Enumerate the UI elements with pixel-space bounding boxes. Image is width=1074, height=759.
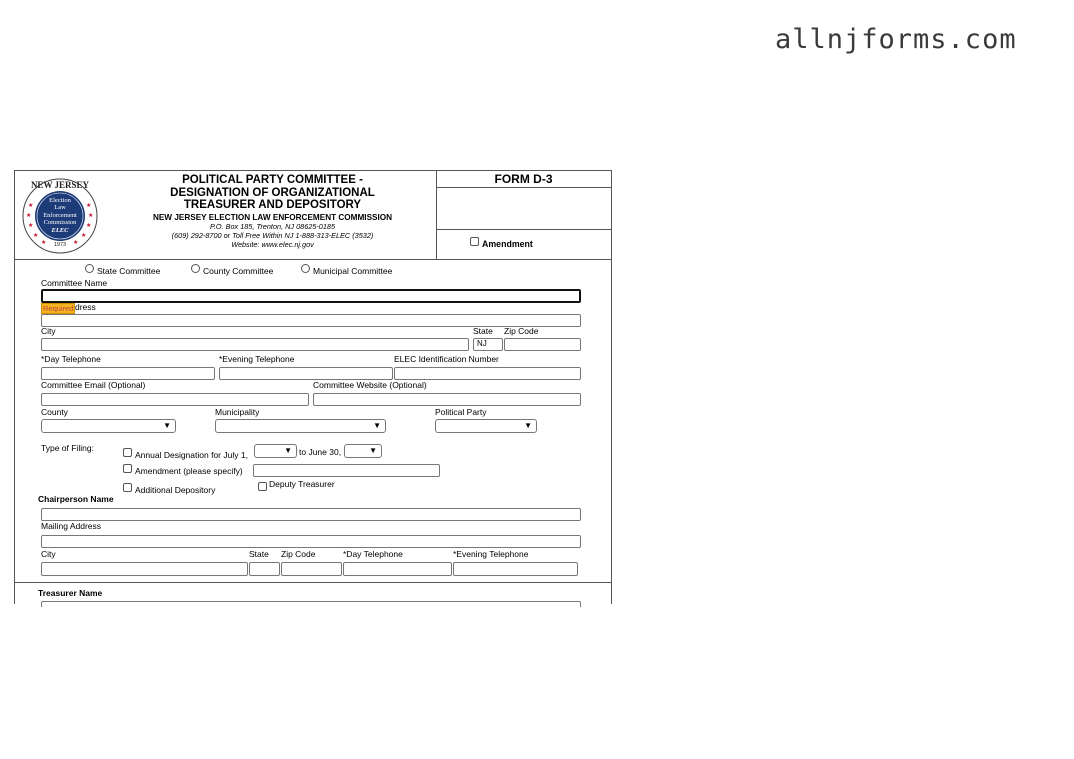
svg-text:★: ★	[28, 222, 34, 229]
svg-text:★: ★	[81, 232, 87, 239]
svg-text:★: ★	[86, 202, 92, 209]
chairperson-name-label: Chairperson Name	[38, 494, 114, 504]
treasurer-section-line	[15, 582, 611, 583]
chevron-down-icon: ▼	[163, 421, 171, 430]
municipality-label: Municipality	[215, 407, 260, 417]
state-label: State	[473, 326, 493, 336]
website-label: Committee Website (Optional)	[313, 380, 427, 390]
evening-phone-label: *Evening Telephone	[219, 354, 295, 364]
county-select[interactable]	[41, 419, 176, 433]
svg-text:★: ★	[73, 239, 79, 246]
start-year-select[interactable]	[254, 444, 297, 458]
amendment-divider	[436, 229, 611, 230]
chair-day-phone-label: *Day Telephone	[343, 549, 403, 559]
party-label: Political Party	[435, 407, 487, 417]
municipal-committee-radio[interactable]	[301, 264, 310, 273]
day-phone-input[interactable]	[41, 367, 215, 380]
end-year-select[interactable]	[344, 444, 382, 458]
form-id-divider	[436, 187, 611, 188]
svg-text:★: ★	[33, 232, 39, 239]
agency-phone: (609) 292-8700 or Toll Free Within NJ 1-888-313-ELEC (3532)	[171, 231, 374, 240]
mailing-address-label: Mailing Address	[41, 521, 102, 531]
svg-text:★: ★	[88, 212, 94, 219]
seal-year: 1973	[53, 242, 67, 248]
watermark: allnjforms.com	[775, 24, 1017, 55]
elec-id-input[interactable]	[394, 367, 581, 380]
agency-name: NEW JERSEY ELECTION LAW ENFORCEMENT COMMISSION	[152, 213, 393, 222]
elec-id-label: ELEC Identification Number	[394, 354, 499, 364]
chair-zip-label: Zip Code	[281, 549, 316, 559]
required-tooltip: Required	[43, 304, 74, 313]
chair-evening-phone-label: *Evening Telephone	[453, 549, 529, 559]
form-title: POLITICAL PARTY COMMITTEE - DESIGNATION OF ORGANIZATIONAL TREASURER AND DEPOSITORY	[170, 174, 375, 211]
additional-depository-checkbox[interactable]	[123, 483, 132, 492]
chevron-down-icon: ▼	[524, 421, 532, 430]
address-label: dress	[75, 302, 96, 312]
county-label: County	[41, 407, 68, 417]
chairperson-name-input[interactable]	[41, 508, 581, 521]
deputy-treasurer-checkbox[interactable]	[258, 482, 267, 491]
deputy-treasurer-label: Deputy Treasurer	[269, 479, 335, 489]
committee-name-input[interactable]	[41, 289, 581, 303]
chevron-down-icon: ▼	[369, 446, 377, 455]
state-committee-label: State Committee	[97, 266, 161, 276]
chair-state-input[interactable]	[249, 562, 280, 576]
chair-evening-phone-input[interactable]	[453, 562, 578, 576]
type-of-filing-label: Type of Filing:	[41, 443, 94, 453]
agency-website: Website: www.elec.nj.gov	[231, 240, 314, 249]
state-input[interactable]: NJ	[473, 338, 503, 351]
zip-label: Zip Code	[504, 326, 539, 336]
email-label: Committee Email (Optional)	[41, 380, 146, 390]
website-input[interactable]	[313, 393, 581, 406]
form-d3	[14, 170, 612, 604]
treasurer-name-input[interactable]	[41, 601, 581, 607]
annual-designation-label: Annual Designation for July 1,	[135, 450, 248, 460]
annual-designation-checkbox[interactable]	[123, 448, 132, 457]
evening-phone-input[interactable]	[219, 367, 393, 380]
chair-city-label: City	[41, 549, 56, 559]
committee-name-label: Committee Name	[41, 278, 108, 288]
zip-input[interactable]	[504, 338, 581, 351]
email-input[interactable]	[41, 393, 309, 406]
amendment-label: Amendment	[482, 239, 533, 249]
agency-address: P.O. Box 185, Trenton, NJ 08625-0185	[209, 222, 336, 231]
amendment-checkbox[interactable]	[470, 237, 479, 246]
party-select[interactable]	[435, 419, 537, 433]
treasurer-name-label: Treasurer Name	[38, 588, 103, 598]
chevron-down-icon: ▼	[373, 421, 381, 430]
chair-city-input[interactable]	[41, 562, 248, 576]
seal-center-text: Election Law Enforcement Commission ELEC	[43, 197, 77, 234]
seal-top-text: NEW JERSEY	[30, 180, 90, 190]
address-input[interactable]	[41, 314, 581, 327]
county-committee-label: County Committee	[203, 266, 274, 276]
municipal-committee-label: Municipal Committee	[313, 266, 393, 276]
municipality-select[interactable]	[215, 419, 386, 433]
elec-seal	[21, 177, 99, 260]
to-june-label: to June 30,	[299, 447, 342, 457]
form-id: FORM D-3	[494, 172, 553, 186]
amendment-specify-label: Amendment (please specify)	[135, 466, 243, 476]
chair-day-phone-input[interactable]	[343, 562, 452, 576]
svg-text:★: ★	[28, 202, 34, 209]
city-input[interactable]	[41, 338, 469, 351]
header-bottom-line	[15, 259, 611, 260]
svg-text:★: ★	[26, 212, 32, 219]
state-committee-radio[interactable]	[85, 264, 94, 273]
city-label: City	[41, 326, 56, 336]
county-committee-radio[interactable]	[191, 264, 200, 273]
amendment-specify-checkbox[interactable]	[123, 464, 132, 473]
svg-text:★: ★	[86, 222, 92, 229]
chair-state-label: State	[249, 549, 269, 559]
mailing-address-input[interactable]	[41, 535, 581, 548]
additional-depository-label: Additional Depository	[135, 485, 216, 495]
amendment-specify-input[interactable]	[253, 464, 440, 477]
chevron-down-icon: ▼	[284, 446, 292, 455]
day-phone-label: *Day Telephone	[41, 354, 101, 364]
svg-text:★: ★	[41, 239, 47, 246]
chair-zip-input[interactable]	[281, 562, 342, 576]
